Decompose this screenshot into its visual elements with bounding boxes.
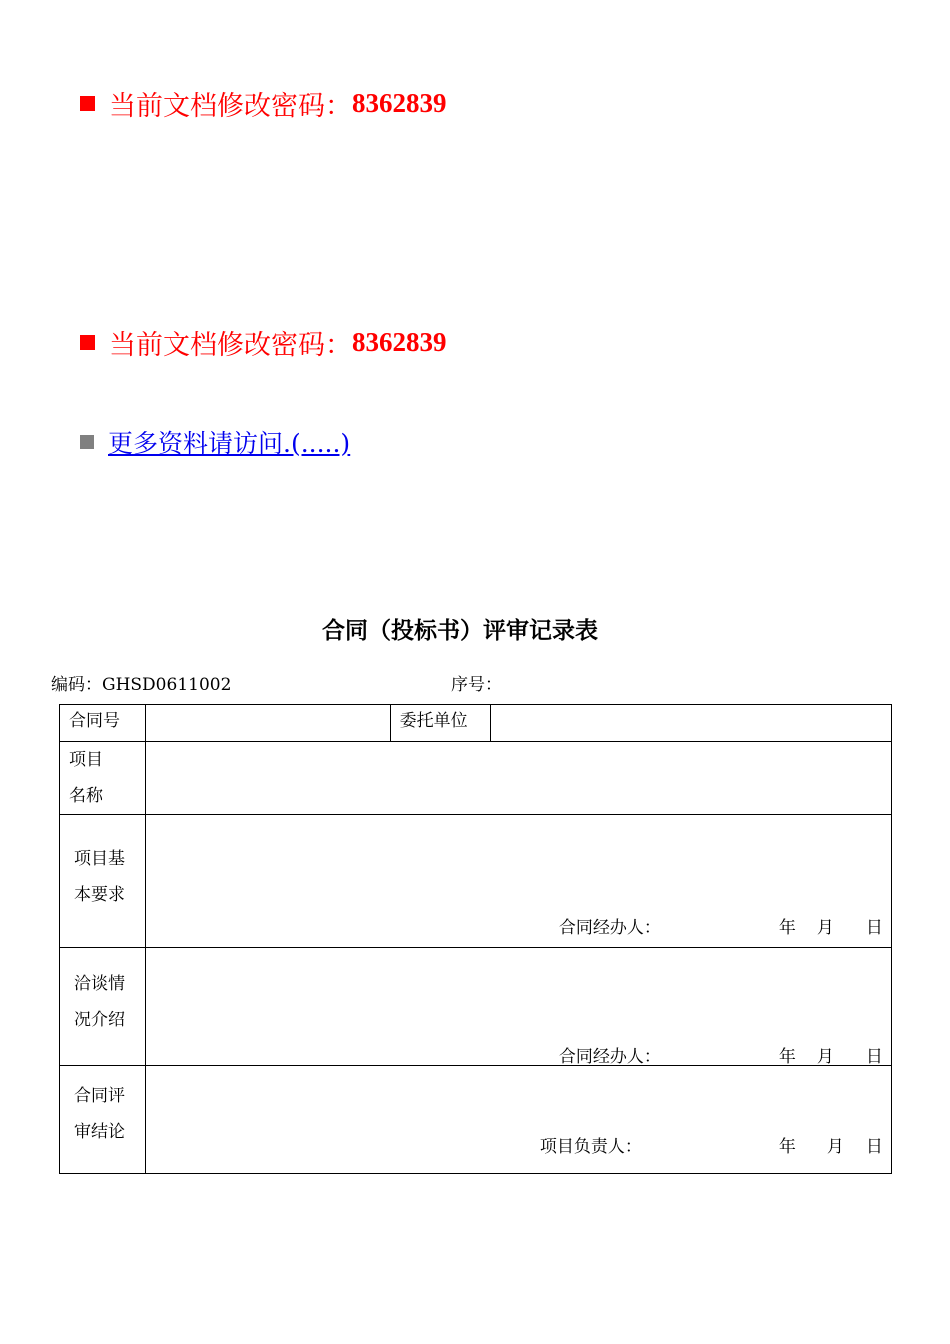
month-label: 月 [816,918,834,938]
handler-label: 合同经办人： [558,1047,661,1067]
label-line: 洽谈情 [74,974,125,994]
client-field[interactable] [491,705,892,742]
password-notice-1 [80,84,447,123]
table-row [60,742,892,815]
notice-password: 8362839 [352,88,447,118]
table-row [60,815,892,948]
more-info-line [80,424,350,460]
table-row [60,948,892,1066]
label-line: 审结论 [74,1122,125,1142]
table-row [60,705,892,742]
handler-label: 合同经办人： [558,918,661,938]
notice-text: 当前文档修改密码： [109,330,352,361]
label-line: 合同评 [74,1086,125,1106]
basic-requirements-field[interactable] [145,815,891,948]
form-serial-label: 序号： [451,675,502,695]
year-label: 年 [778,1137,796,1157]
form-title: 合同（投标书）评审记录表 [322,617,598,644]
year-label: 年 [778,918,796,938]
day-label: 日 [865,1137,883,1157]
label-line: 名称 [69,786,103,806]
label-line: 本要求 [74,885,125,905]
day-label: 日 [865,1047,883,1067]
month-label: 月 [816,1047,834,1067]
notice-password: 8362839 [352,327,447,357]
review-record-table [59,704,892,1174]
red-square-bullet-icon [80,96,95,111]
red-square-bullet-icon [80,335,95,350]
gray-square-bullet-icon [80,435,94,449]
password-notice-2 [80,323,447,362]
month-label: 月 [826,1137,844,1157]
negotiation-field[interactable] [145,948,891,1066]
conclusion-field[interactable] [145,1066,891,1174]
client-label: 委托单位 [399,711,468,731]
project-name-field[interactable] [145,742,891,815]
project-name-label [60,742,145,814]
contract-no-label: 合同号 [69,711,120,731]
contract-no-field[interactable] [145,705,390,742]
label-line: 项目基 [74,849,125,869]
year-label: 年 [778,1047,796,1067]
form-code: 编码：GHSD0611002 [51,675,232,695]
label-line: 况介绍 [74,1010,125,1030]
manager-label: 项目负责人： [539,1137,642,1157]
more-info-link[interactable]: 更多资料请访问.(.....) [108,429,351,458]
basic-requirements-label [60,815,145,913]
notice-text: 当前文档修改密码： [109,91,352,122]
conclusion-label [60,1066,145,1150]
day-label: 日 [865,918,883,938]
label-line: 项目 [69,750,103,770]
table-row [60,1066,892,1174]
negotiation-label [60,948,145,1038]
